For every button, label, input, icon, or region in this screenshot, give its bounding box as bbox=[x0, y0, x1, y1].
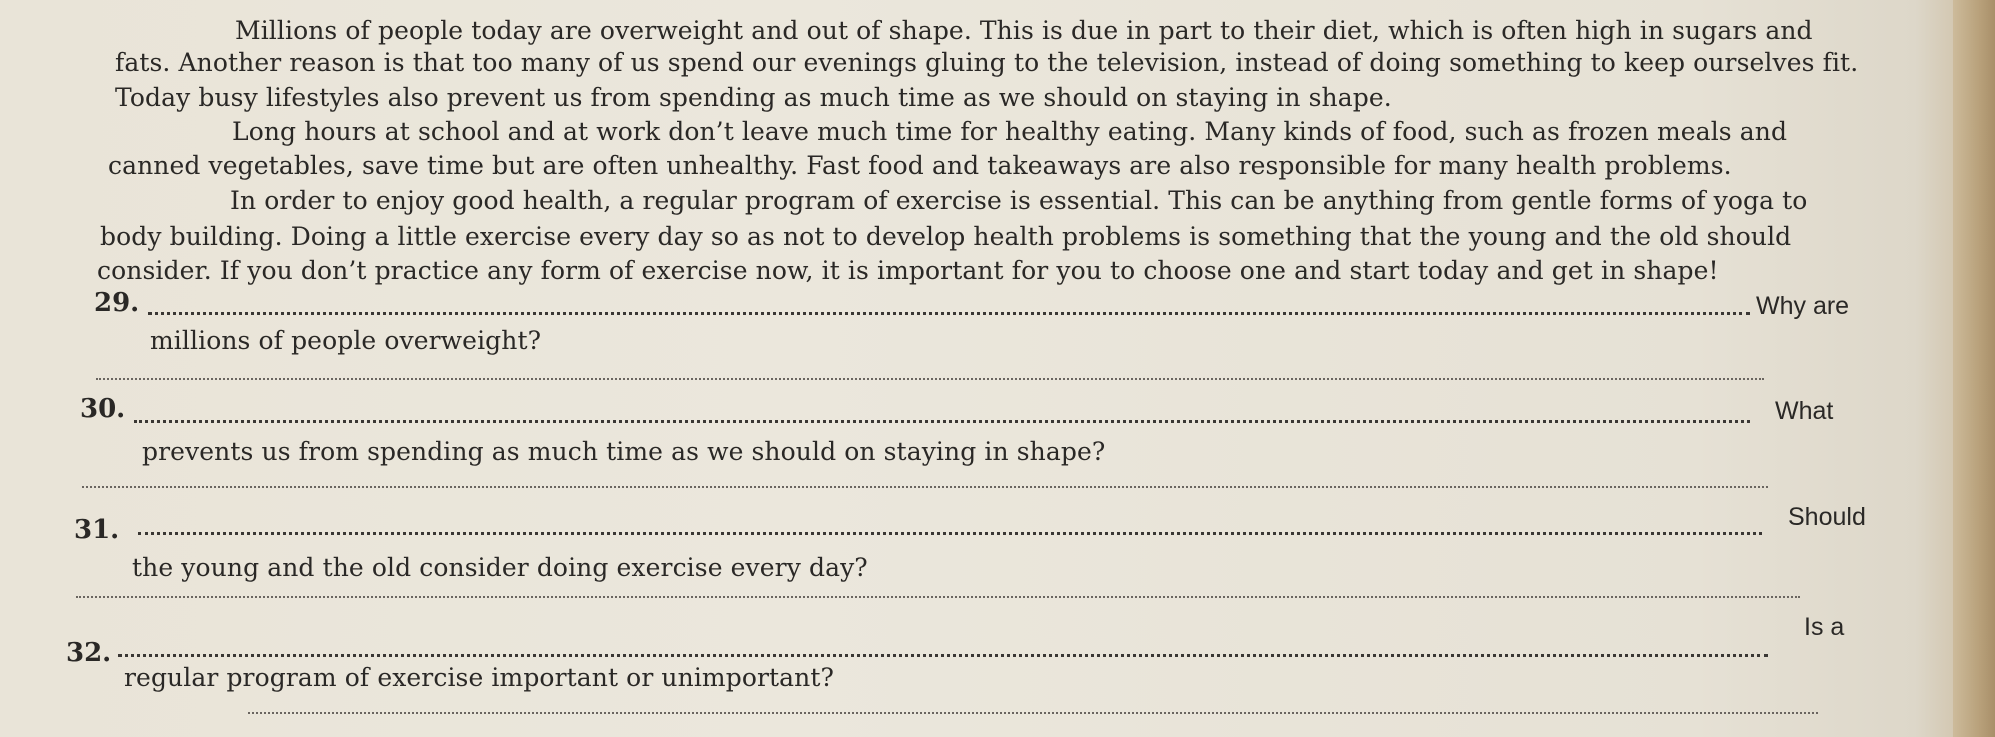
question-31-number: 31. bbox=[74, 515, 120, 545]
question-32-continuation: regular program of exercise important or unimportant? bbox=[124, 663, 835, 692]
paragraph-3-line-2: body building. Doing a little exercise every day so as not to develop health problems is something that the young and the old should bbox=[100, 222, 1792, 251]
question-31-continuation: the young and the old consider doing exercise every day? bbox=[132, 553, 868, 582]
question-32-answer-line-2[interactable] bbox=[248, 712, 1818, 714]
question-32-number: 32. bbox=[66, 638, 112, 668]
question-29-answer-line-2[interactable] bbox=[96, 378, 1764, 380]
question-32-answer-line[interactable] bbox=[118, 654, 1768, 657]
question-29-answer-line[interactable] bbox=[148, 312, 1750, 315]
question-30-lead: What bbox=[1775, 397, 1834, 425]
paragraph-1-line-1: Millions of people today are overweight and out of shape. This is due in part to their diet, which is often high in sugars and bbox=[235, 16, 1813, 45]
paragraph-3-line-3: consider. If you don’t practice any form of exercise now, it is important for you to choose one and start today and get in shape! bbox=[97, 256, 1719, 285]
question-31-answer-line-2[interactable] bbox=[76, 596, 1800, 598]
desk-background-edge bbox=[1953, 0, 1995, 737]
question-30-answer-line[interactable] bbox=[134, 420, 1750, 423]
question-30-continuation: prevents us from spending as much time as we should on staying in shape? bbox=[142, 437, 1106, 466]
question-31-answer-line[interactable] bbox=[138, 532, 1762, 535]
question-32-lead: Is a bbox=[1804, 613, 1845, 641]
paragraph-2-line-1: Long hours at school and at work don’t leave much time for healthy eating. Many kinds of food, such as frozen meals and bbox=[232, 117, 1788, 146]
paragraph-1-line-2: fats. Another reason is that too many of us spend our evenings gluing to the television, instead of doing something to keep ourselves fit. bbox=[115, 48, 1859, 77]
question-29-number: 29. bbox=[94, 288, 140, 318]
question-31-lead: Should bbox=[1788, 503, 1866, 531]
paragraph-3-line-1: In order to enjoy good health, a regular program of exercise is essential. This can be anything from gentle forms of yoga to bbox=[230, 186, 1808, 215]
question-30-answer-line-2[interactable] bbox=[82, 486, 1768, 488]
question-29-lead: Why are bbox=[1756, 292, 1850, 320]
paragraph-2-line-2: canned vegetables, save time but are often unhealthy. Fast food and takeaways are also responsible for many health problems. bbox=[108, 151, 1732, 180]
question-29-continuation: millions of people overweight? bbox=[150, 326, 542, 355]
paragraph-1-line-3: Today busy lifestyles also prevent us from spending as much time as we should on staying in shape. bbox=[115, 83, 1392, 112]
question-30-number: 30. bbox=[80, 394, 126, 424]
